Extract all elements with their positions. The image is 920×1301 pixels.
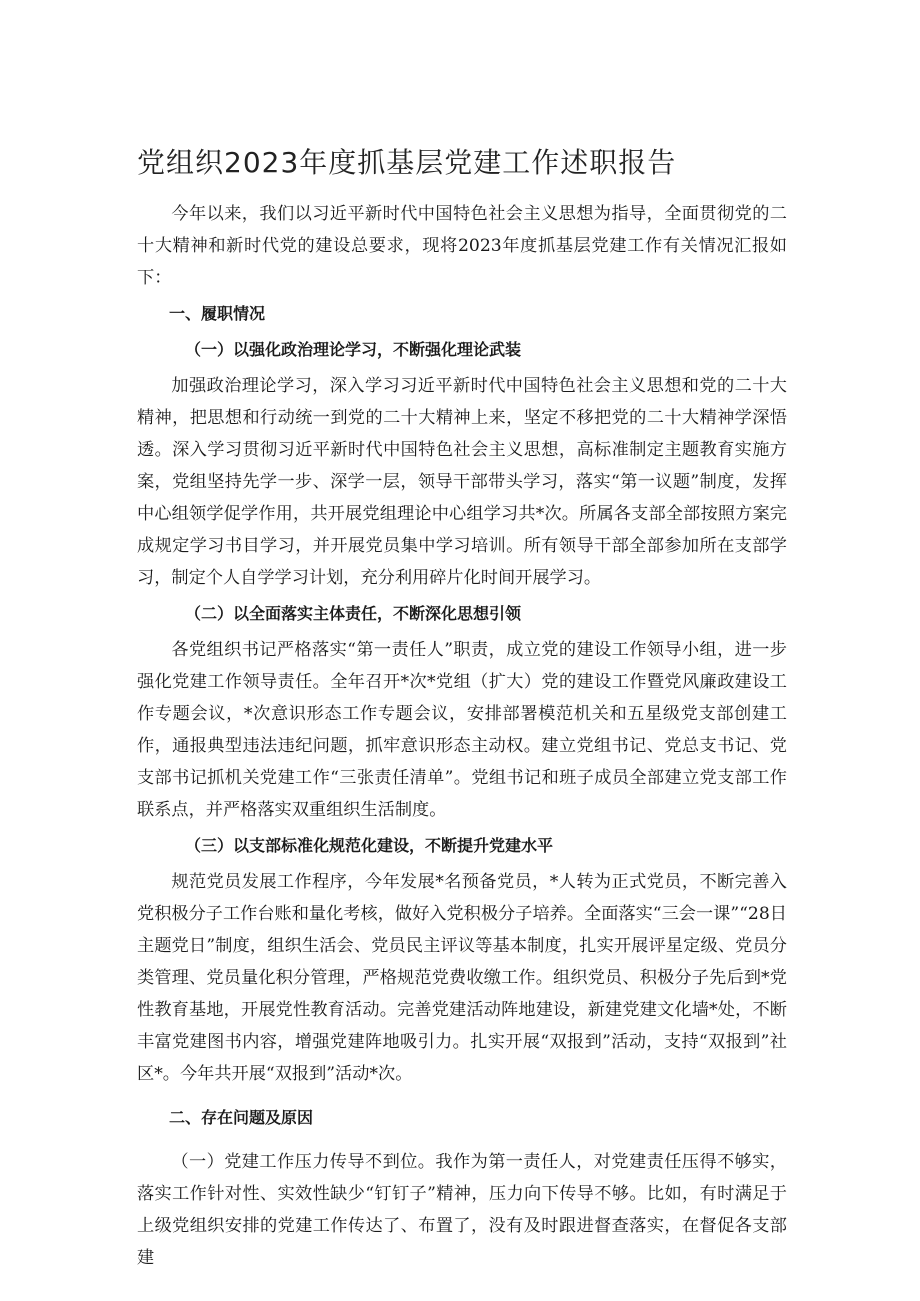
- section-heading-problems: 二、存在问题及原因: [169, 1108, 314, 1127]
- subsection-heading-branch: （三）以支部标准化规范化建设，不断提升党建水平: [185, 836, 554, 855]
- paragraph-problems: （一）党建工作压力传导不到位。我作为第一责任人，对党建责任压得不够实，落实工作针对性、实效性缺少“钉钉子”精神，压力向下传导不够。比如，有时满足于上级党组织安排的党建工作传达了、布置了，没有及时跟进督查落实，在督促各支部建: [137, 1152, 787, 1268]
- paragraph-responsibility: 各党组织书记严格落实“第一责任人”职责，成立党的建设工作领导小组，进一步强化党建工作领导责任。全年召开*次*党组（扩大）党的建设工作暨党风廉政建设工作专题会议，*次意识形态工作专题会议，安排部署模范机关和五星级党支部创建工作，通报典型违法违纪问题，抓牢意识形态主动权。建立党组书记、党总支书记、党支部书记抓机关党建工作“三张责任清单”。党组书记和班子成员全部建立党支部工作联系点，并严格落实双重组织生活制度。: [137, 640, 787, 820]
- section-heading-duties: 一、履职情况: [169, 304, 266, 323]
- subsection-heading-responsibility: （二）以全面落实主体责任，不断深化思想引领: [185, 604, 522, 623]
- document-title: 党组织2023年度抓基层党建工作述职报告: [137, 146, 677, 179]
- subsection-heading-theory: （一）以强化政治理论学习，不断强化理论武装: [185, 340, 522, 359]
- paragraph-theory: 加强政治理论学习，深入学习习近平新时代中国特色社会主义思想和党的二十大精神，把思想和行动统一到党的二十大精神上来，坚定不移把党的二十大精神学深悟透。深入学习贯彻习近平新时代中国特色社会主义思想，高标准制定主题教育实施方案，党组坚持先学一步、深学一层，领导干部带头学习，落实“第一议题”制度，发挥中心组领学促学作用，共开展党组理论中心组学习共*次。所属各支部全部按照方案完成规定学习书目学习，并开展党员集中学习培训。所有领导干部全部参加所在支部学习，制定个人自学学习计划，充分利用碎片化时间开展学习。: [137, 376, 787, 588]
- paragraph-branch: 规范党员发展工作程序，今年发展*名预备党员，*人转为正式党员，不断完善入党积极分子工作台账和量化考核，做好入党积极分子培养。全面落实“三会一课”“28日主题党日”制度，组织生活会、党员民主评议等基本制度，扎实开展评星定级、党员分类管理、党员量化积分管理，严格规范党费收缴工作。组织党员、积极分子先后到*党性教育基地，开展党性教育活动。完善党建活动阵地建设，新建党建文化墙*处，不断丰富党建图书内容，增强党建阵地吸引力。扎实开展“双报到”活动，支持“双报到”社区*。今年共开展“双报到”活动*次。: [137, 872, 787, 1084]
- intro-paragraph: 今年以来，我们以习近平新时代中国特色社会主义思想为指导，全面贯彻党的二十大精神和新时代党的建设总要求，现将2023年度抓基层党建工作有关情况汇报如下：: [137, 204, 787, 288]
- document-body: [137, 198, 787, 1274]
